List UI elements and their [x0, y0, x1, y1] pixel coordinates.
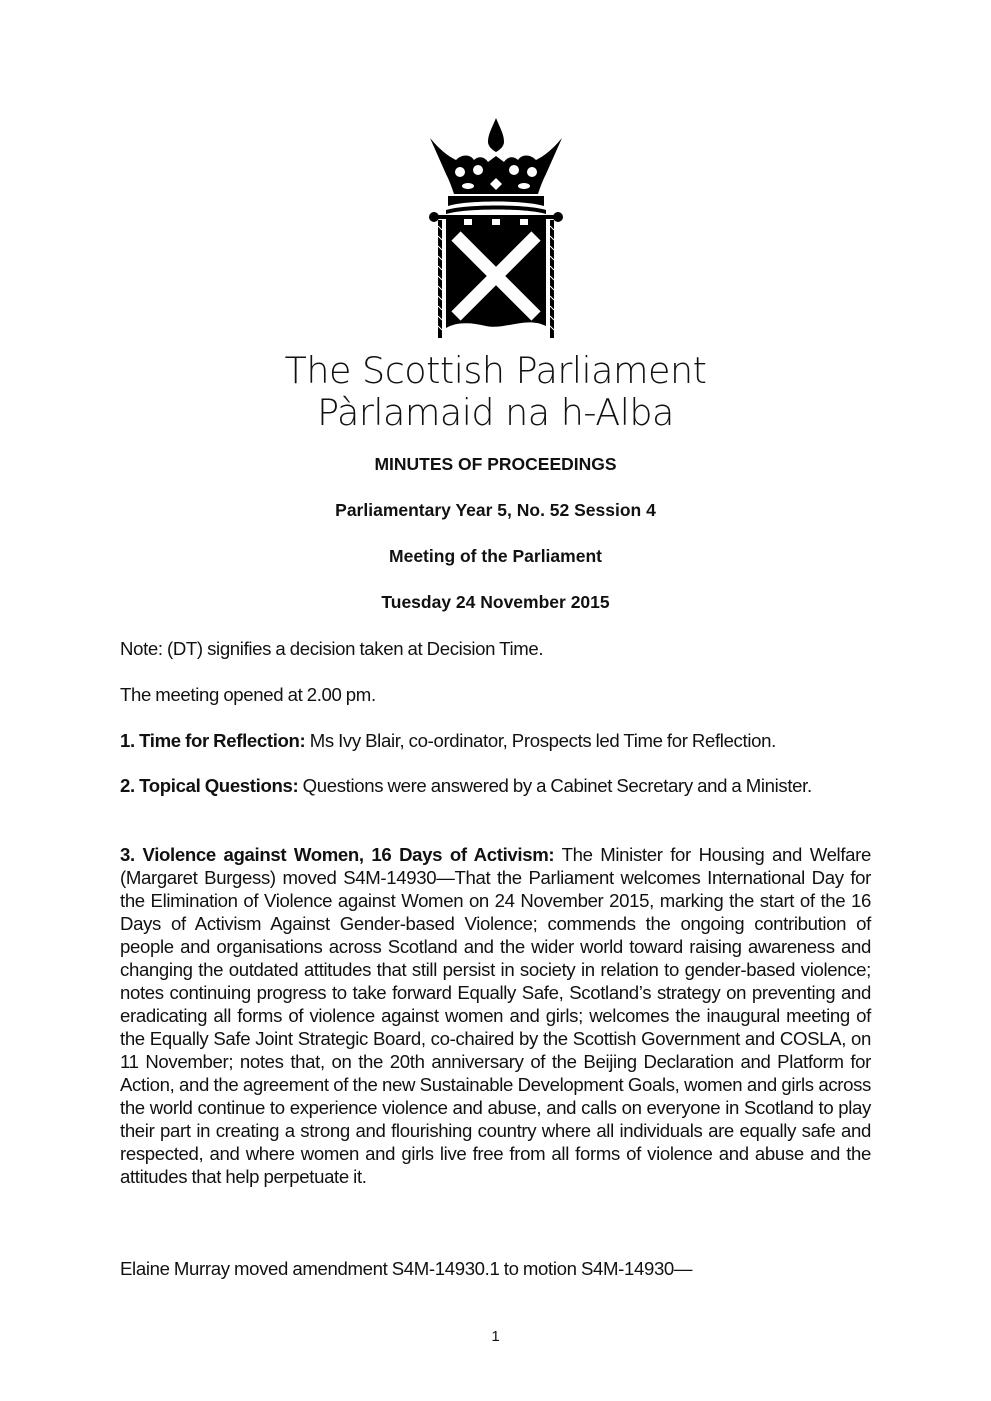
scottish-parliament-emblem-icon — [426, 116, 566, 340]
agenda-item-1 — [120, 729, 871, 752]
parliament-name-gaelic: Pàrlamaid na h-Alba — [317, 391, 674, 434]
agenda-item-3 — [120, 843, 871, 1188]
parliament-wordmark — [0, 350, 991, 434]
agenda-item-label: 3. Violence against Women, 16 Days of Activism: — [120, 844, 555, 865]
agenda-item-label: 1. Time for Reflection: — [120, 730, 306, 751]
meeting-date: Tuesday 24 November 2015 — [381, 592, 610, 612]
decision-time-note: Note: (DT) signifies a decision taken at Decision Time. — [120, 638, 544, 659]
parliamentary-year-line: Parliamentary Year 5, No. 52 Session 4 — [335, 500, 656, 520]
meeting-title: Meeting of the Parliament — [389, 546, 602, 566]
parliament-name-english: The Scottish Parliament — [284, 349, 707, 392]
amendment-text: Elaine Murray moved amendment S4M-14930.1 to motion S4M-14930— — [120, 1258, 693, 1279]
agenda-item-text: Questions were answered by a Cabinet Secretary and a Minister. — [298, 775, 812, 796]
page-number: 1 — [491, 1328, 500, 1345]
document-title: MINUTES OF PROCEEDINGS — [374, 454, 617, 474]
agenda-item-2 — [120, 774, 871, 797]
agenda-item-text: The Minister for Housing and Welfare (Margaret Burgess) moved S4M-14930—That the Parliament welcomes International Day for the Elimination of Violence against Women on 24 November 2015, marking the start of the 16 Days of Activism Against Gender-based Violence; commends the ongoing contribution of people and organisations across Scotland and the wider world toward raising awareness and changing the outdated attitudes that still persist in society in relation to gender-based violence; notes continuing progress to take forward Equally Safe, Scotland’s strategy on preventing and eradicating all forms of violence against women and girls; welcomes the inaugural meeting of the Equally Safe Joint Strategic Board, co-chaired by the Scottish Government and COSLA, on 11 November; notes that, on the 20th anniversary of the Beijing Declaration and Platform for Action, and the agreement of the new Sustainable Development Goals, women and girls across the world continue to experience violence and abuse, and calls on everyone in Scotland to play their part in creating a strong and flourishing country where all individuals are equally safe and respected, and where women and girls live free from all forms of violence and abuse and the attitudes that help perpetuate it. — [120, 844, 871, 1187]
meeting-opened-text: The meeting opened at 2.00 pm. — [120, 684, 376, 705]
agenda-item-label: 2. Topical Questions: — [120, 775, 299, 796]
agenda-item-text: Ms Ivy Blair, co-ordinator, Prospects led Time for Reflection. — [305, 730, 776, 751]
